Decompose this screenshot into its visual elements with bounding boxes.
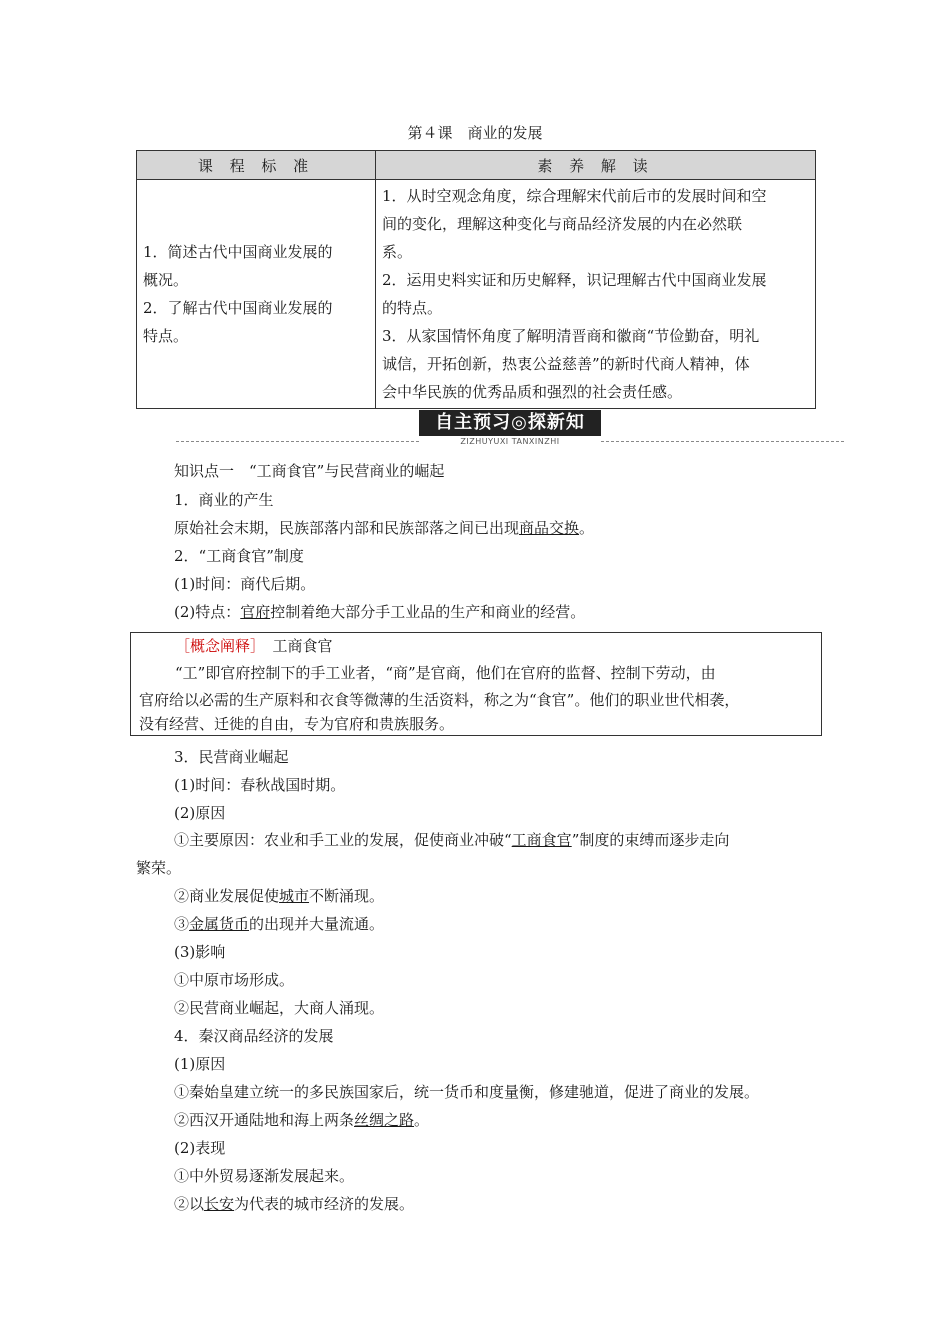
paragraph: ②西汉开通陆地和海上两条丝绸之路。: [174, 1111, 430, 1129]
paragraph: ③金属货币的出现并大量流通。: [174, 915, 385, 933]
interpretation-line: 3．从家国情怀角度了解明清晋商和徽商“节俭勤奋，明礼: [382, 327, 760, 345]
interpretation-line: 2．运用史料实证和历史解释，识记理解古代中国商业发展: [382, 271, 767, 289]
key-term: 官府: [240, 603, 271, 621]
banner-subtitle: ZIZHUYUXI TANXINZHI: [419, 437, 601, 446]
standard-line: 1．简述古代中国商业发展的: [143, 243, 333, 261]
curriculum-table: [136, 150, 816, 409]
section-heading: 2．“工商食官”制度: [174, 547, 304, 565]
concept-box: [130, 632, 822, 736]
key-term: 长安: [204, 1195, 235, 1213]
key-term: 城市: [279, 887, 310, 905]
banner-title: 自主预习◎探新知: [419, 410, 601, 436]
section-heading: 3．民营商业崛起: [174, 748, 289, 766]
paragraph: (2)特点：官府控制着绝大部分手工业品的生产和商业的经营。: [174, 603, 586, 621]
paragraph: ①中外贸易逐渐发展起来。: [174, 1167, 355, 1185]
standard-cell: [137, 180, 376, 409]
header-interpretation: 素 养 解 读: [376, 151, 816, 180]
concept-line: 没有经营、迁徙的自由，专为官府和贵族服务。: [139, 715, 455, 733]
paragraph: 繁荣。: [136, 859, 182, 877]
interpretation-line: 会中华民族的优秀品质和强烈的社会责任感。: [382, 383, 683, 401]
paragraph: (2)表现: [174, 1139, 226, 1157]
interpretation-cell: [376, 180, 816, 409]
concept-tag: ［概念阐释］: [175, 637, 258, 655]
paragraph: (1)时间：春秋战国时期。: [174, 776, 346, 794]
section-banner: [176, 410, 844, 446]
concept-term: 工商食官: [257, 637, 333, 655]
concept-heading: [175, 635, 333, 657]
interpretation-line: 间的变化，理解这种变化与商品经济发展的内在必然联: [382, 215, 743, 233]
standard-line: 概况。: [143, 271, 189, 289]
interpretation-line: 1．从时空观念角度，综合理解宋代前后市的发展时间和空: [382, 187, 767, 205]
paragraph: ②以长安为代表的城市经济的发展。: [174, 1195, 415, 1213]
key-term: 商品交换: [519, 519, 580, 537]
paragraph: (3)影响: [174, 943, 226, 961]
interpretation-line: 系。: [382, 243, 413, 261]
interpretation-line: 的特点。: [382, 299, 443, 317]
knowledge-point-heading: 知识点一 “工商食官”与民营商业的崛起: [174, 462, 445, 480]
concept-line: 官府给以必需的生产原料和衣食等微薄的生活资料，称之为“食官”。他们的职业世代相袭，: [139, 691, 740, 709]
header-standard: 课 程 标 准: [137, 151, 376, 180]
paragraph: (1)时间：商代后期。: [174, 575, 316, 593]
paragraph: ①中原市场形成。: [174, 971, 295, 989]
section-heading: 4．秦汉商品经济的发展: [174, 1027, 334, 1045]
paragraph: ②民营商业崛起，大商人涌现。: [174, 999, 385, 1017]
paragraph: ①主要原因：农业和手工业的发展，促使商业冲破“工商食官”制度的束缚而逐步走向: [174, 831, 730, 849]
key-term: 丝绸之路: [354, 1111, 415, 1129]
paragraph: ①秦始皇建立统一的多民族国家后，统一货币和度量衡，修建驰道，促进了商业的发展。: [174, 1083, 760, 1101]
standard-line: 2．了解古代中国商业发展的: [143, 299, 333, 317]
key-term: 金属货币: [189, 915, 250, 933]
lesson-title: 第４课 商业的发展: [407, 124, 543, 142]
section-heading: 1．商业的产生: [174, 491, 274, 509]
paragraph: 原始社会末期，民族部落内部和民族部落之间已出现商品交换。: [174, 519, 595, 537]
concept-line: “工”即官府控制下的手工业者，“商”是官商，他们在官府的监督、控制下劳动，由: [175, 664, 716, 682]
interpretation-line: 诚信，开拓创新，热衷公益慈善”的新时代商人精神，体: [382, 355, 750, 373]
paragraph: ②商业发展促使城市不断涌现。: [174, 887, 385, 905]
paragraph: (2)原因: [174, 804, 226, 822]
key-term: 工商食官: [511, 831, 572, 849]
paragraph: (1)原因: [174, 1055, 226, 1073]
standard-line: 特点。: [143, 327, 189, 345]
